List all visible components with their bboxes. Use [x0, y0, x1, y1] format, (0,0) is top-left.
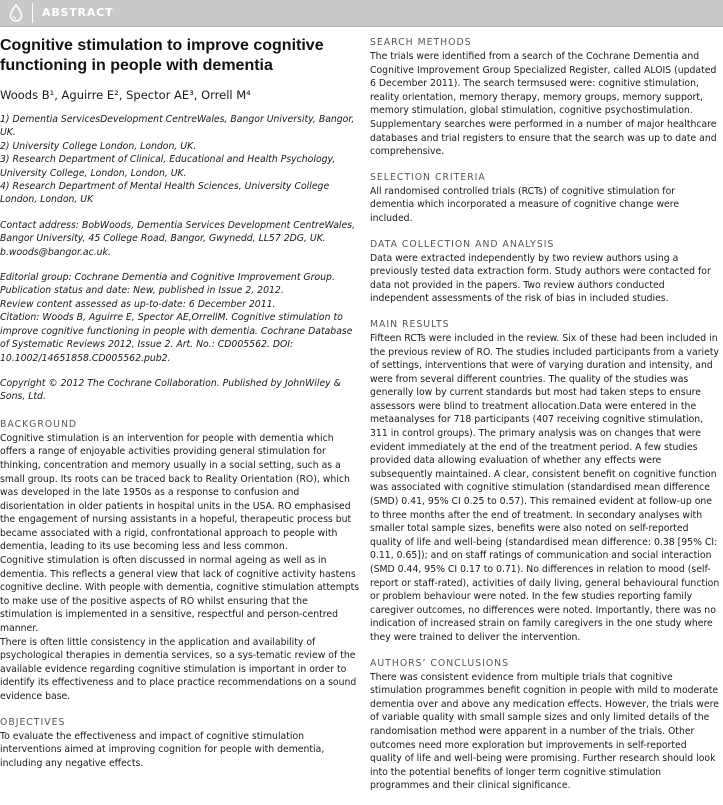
- section-heading: MAIN RESULTS: [370, 318, 450, 330]
- author-list: Woods B¹, Aguirre E², Spector AE³, Orrell M⁴: [0, 88, 251, 102]
- editorial-group: Editorial group: Cochrane Dementia and Cognitive Improvement Group.: [0, 272, 335, 284]
- section-search-methods: [370, 36, 720, 159]
- section-heading: SELECTION CRITERIA: [370, 171, 486, 183]
- affiliation-4: 4) Research Department of Mental Health Sciences, University College London, London, UK: [0, 181, 330, 206]
- abstract-label: ABSTRACT: [42, 6, 114, 19]
- affiliations: [0, 113, 360, 207]
- section-paragraph: Data were extracted independently by two review authors using a previously tested data extraction form. Study authors were contacted for data not provided in the papers. Two review authors conducted independent assessments of the risk of bias in included studies.: [370, 252, 711, 305]
- section-paragraph: To evaluate the effectiveness and impact of cognitive stimulation interventions aimed at improving cognition for people with dementia, including any negative effects.: [0, 730, 325, 769]
- section-heading: OBJECTIVES: [0, 716, 66, 728]
- section-heading: BACKGROUND: [0, 418, 78, 430]
- section-authors-conclusions: [370, 657, 720, 793]
- section-paragraph: There is often little consistency in the application and availability of psychological therapies in dementia services, so a sys-tematic review of the available evidence regarding cognitive stimulation is important in order to identify its effectiveness and to place practice recommendations on a sound evidence base.: [0, 636, 357, 702]
- header-divider: [32, 3, 33, 23]
- section-heading: SEARCH METHODS: [370, 37, 472, 48]
- section-paragraph: Cognitive stimulation is an intervention for people with dementia which offers a range of enjoyable activities providing general stimulation for thinking, concentration and memory usually in a social setting, such as a small group. Its roots can be traced back to Reality Orientation (RO), which was developed in the late 1950s as a response to confusion and disorientation in older patients in hospital units in the USA. RO emphasised the engagement of nursing assistants in a hopeful, therapeutic process but became associated with a rigid, confrontational approach to people with dementia, leading to its use becoming less and less common.: [0, 432, 352, 553]
- citation: Citation: Woods B, Aguirre E, Spector AE,OrrellM. Cognitive stimulation to improve cognitive functioning in people with dementia. Cochrane Database of Systematic Reviews 2012, Issue 2. Art. No.: CD005562. DOI: 10.1002/14651858.CD005562.pub2.: [0, 312, 353, 364]
- affiliation-2: 2) University College London, London, UK.: [0, 140, 197, 152]
- section-paragraph: Fifteen RCTs were included in the review. Six of these had been included in the previous review of RO. The studies included participants from a variety of settings, interventions that were of varying duration and intensity, and were from several different countries. The quality of the studies was generally low by current standards but most had taken steps to ensure assessors were blind to treatment allocation.Data were entered in the metaanalyses for 718 participants (407 receiving cognitive stimulation, 311 in control groups). The primary analysis was on changes that were evident immediately at the end of the treatment period. A few studies provided data allowing evaluation of whether any effects were subsequently maintained. A clear, consistent benefit on cognitive function was associated with cognitive stimulation (standardised mean difference (SMD) 0.41, 95% CI 0.25 to 0.57). This remained evident at follow-up one to three months after the end of treatment. In secondary analyses with smaller total sample sizes, benefits were also noted on self-reported quality of life and well-being (standardised mean difference: 0.38 [95% CI: 0.11, 0.65]); and on staff ratings of communication and social interaction (SMD 0.44, 95% CI 0.17 to 0.71). No differences in relation to mood (self-report or staff-rated), activities of daily living, general behavioural function or problem behaviour were noted. In the few studies reporting family caregiver outcomes, no differences were noted. Importantly, there was no indication of increased strain on family caregivers in the one study where they were trained to deliver the intervention.: [370, 332, 720, 643]
- water-drop-icon: [4, 2, 28, 24]
- affiliation-3: 3) Research Department of Clinical, Educational and Health Psychology, University College, London, London, UK.: [0, 154, 336, 179]
- contact-email[interactable]: b.woods@bangor.ac.uk.: [0, 246, 111, 258]
- section-objectives: [0, 716, 360, 771]
- publication-metadata: [0, 271, 360, 365]
- publication-status: Publication status and date: New, published in Issue 2, 2012.: [0, 285, 284, 297]
- section-background: [0, 418, 360, 704]
- section-main-results: [370, 318, 720, 645]
- contact-line: Contact address: BobWoods, Dementia Services Development CentreWales, Bangor University, 45 College Road, Bangor, Gwynedd, LL57 2DG, UK.: [0, 219, 356, 245]
- section-heading: AUTHORS’ CONCLUSIONS: [370, 657, 510, 669]
- abstract-header-bar: [0, 0, 723, 27]
- affiliation-1: 1) Dementia ServicesDevelopment CentreWales, Bangor University, Bangor, UK.: [0, 114, 355, 139]
- section-paragraph: The trials were identified from a search of the Cochrane Dementia and Cognitive Improvement Group Specialized Register, called ALOIS (updated 6 December 2011). The search termsused were: cognitive stimulation, reality orientation, memory therapy, memory groups, memory support, memory stimulation, global stimulation, cognitive psychostimulation. Supplementary searches were performed in a number of major healthcare databases and trial registers to ensure that the search was up to date and comprehensive.: [370, 51, 717, 158]
- copyright-notice: Copyright © 2012 The Cochrane Collaboration. Published by JohnWiley & Sons, Ltd.: [0, 377, 341, 403]
- section-paragraph: Cognitive stimulation is often discussed in normal ageing as well as in dementia. This reflects a general view that lack of cognitive activity hastens cognitive decline. With people with dementia, cognitive stimulation attempts to make use of the positive aspects of RO whilst ensuring that the stimulation is implemented in a sensitive, respectful and person-centred manner.: [0, 555, 360, 635]
- section-selection-criteria: [370, 171, 720, 226]
- section-heading: DATA COLLECTION AND ANALYSIS: [370, 238, 555, 250]
- section-paragraph: There was consistent evidence from multiple trials that cognitive stimulation programmes benefit cognition in people with mild to moderate dementia over and above any medication effects. However, the trials were of variable quality with small sample sizes and only limited details of the randomisation method were apparent in a number of the trials. Other outcomes need more exploration but improvements in self-reported quality of life and well-being were promising. Further research should look into the potential benefits of longer term cognitive stimulation programmes and their clinical significance.: [370, 671, 719, 792]
- section-paragraph: All randomised controlled trials (RCTs) of cognitive stimulation for dementia which incorporated a measure of cognitive change were included.: [370, 185, 680, 224]
- contact-address: [0, 219, 360, 259]
- right-column: [370, 36, 720, 805]
- left-column: [0, 36, 360, 782]
- review-assessed-date: Review content assessed as up-to-date: 6 December 2011.: [0, 298, 276, 310]
- section-data-collection: [370, 238, 720, 306]
- paper-title: Cognitive stimulation to improve cognitive functioning in people with dementia: [0, 37, 324, 74]
